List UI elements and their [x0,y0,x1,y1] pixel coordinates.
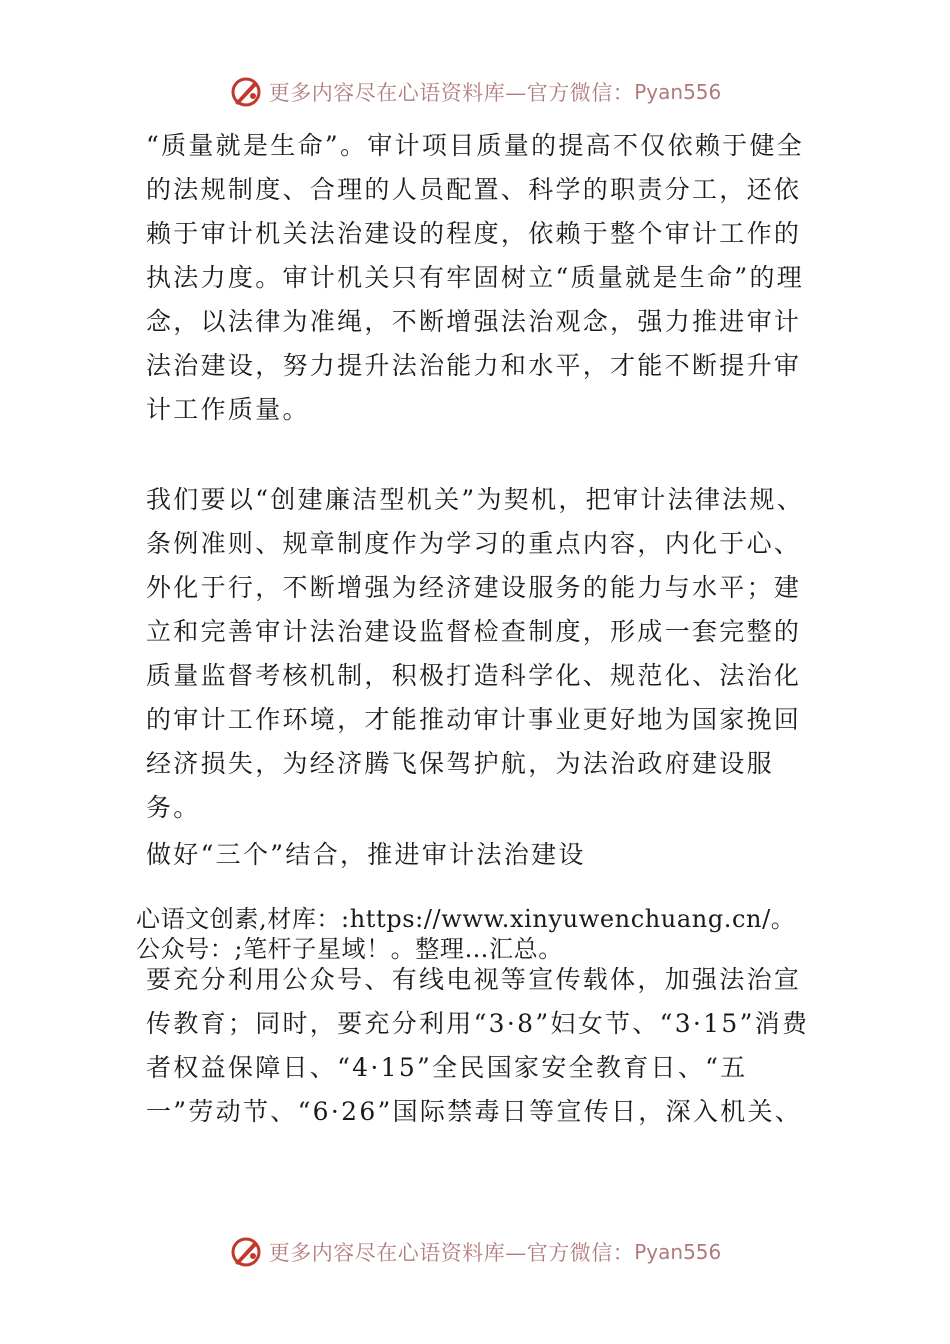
body-paragraph-3: 要充分利用公众号、有线电视等宣传载体，加强法治宣传教育；同时，要充分利用“3·8”妇女节、“3·15”消费者权益保障日、“4·15”全民国家安全教育日、“五一”劳动节、“6·26”国际禁毒日等宣传日，深入机关、 [146,965,810,1126]
header-banner [0,72,950,112]
footer-banner-text: 更多内容尽在心语资料库—官方微信： [268,1241,635,1265]
body-paragraph-2: 我们要以“创建廉洁型机关”为契机，把审计法律法规、条例准则、规章制度作为学习的重点内容，内化于心、外化于行，不断增强为经济建设服务的能力与水平；建立和完善审计法治建设监督检查制度，形成一套完整的质量监督考核机制，积极打造科学化、规范化、法治化的审计工作环境，才能推动审计事业更好地为国家挽回经济损失，为经济腾飞保驾护航，为法治政府建设服务。 [146,485,805,822]
pen-circle-logo-icon [229,75,263,109]
source-line-2: 公众号：;笔杆子星域！。整理…汇总。 [136,935,563,963]
footer-banner-wechat-id: Pyan556 [634,1240,722,1264]
header-banner-text: 更多内容尽在心语资料库—官方微信： [268,81,635,105]
body-paragraph-1: “质量就是生命”。审计项目质量的提高不仅依赖于健全的法规制度、合理的人员配置、科学的职责分工，还依赖于审计机关法治建设的程度，依赖于整个审计工作的执法力度。审计机关只有牢固树立“质量就是生命”的理念，以法律为准绳，不断增强法治观念，强力推进审计法治建设，努力提升法治能力和水平，才能不断提升审计工作质量。 [146,131,805,424]
section-heading: 做好“三个”结合，推进审计法治建设 [146,840,586,869]
pen-circle-logo-icon [229,1235,263,1269]
header-banner-wechat-id: Pyan556 [634,80,722,104]
source-line-1: 心语文创素,材库：:https://www.xinyuwenchuang.cn/。 [136,905,796,933]
footer-banner [0,1232,950,1272]
